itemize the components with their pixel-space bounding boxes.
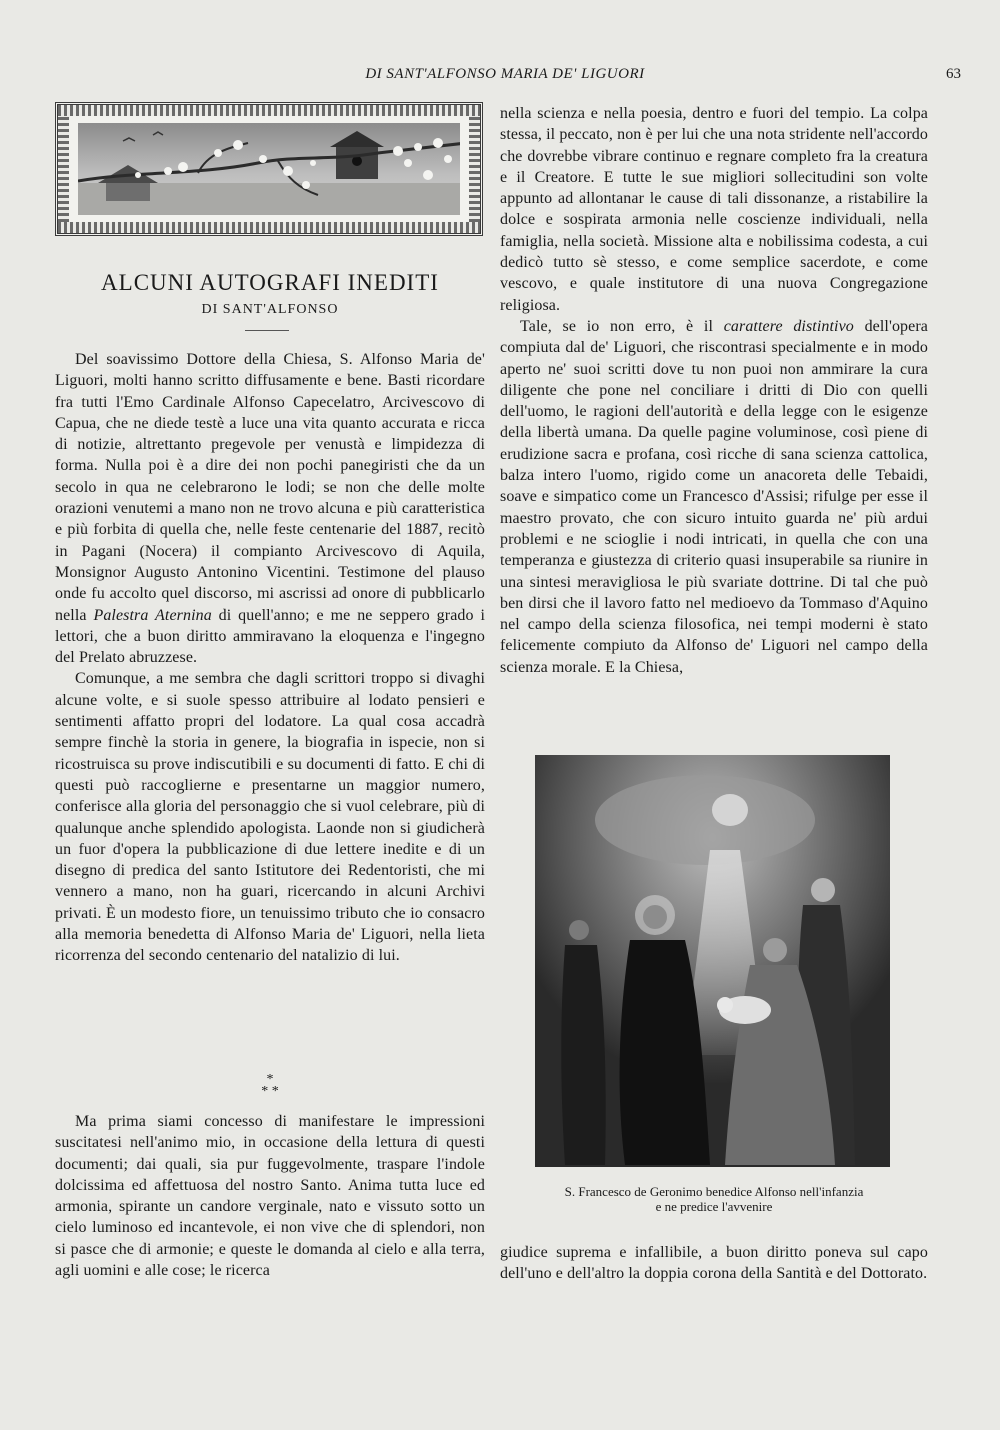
running-head: DI SANT'ALFONSO MARIA DE' LIGUORI: [365, 66, 645, 82]
caption-line: S. Francesco de Geronimo benedice Alfonso nell'infanzia: [564, 1184, 864, 1199]
paragraph: Ma prima siami concesso di manifestare le impressioni suscitatesi nell'animo mio, in occasione della lettura di questi documenti; dai quali, sia pur fuggevolmente, traspare l'indole dolcissima ed affettuosa del nostro Santo. Anima tutta luce ed armonia, spirante un candore verginale, nato e vissuto sotto un cielo luminoso ed incantevole, ei non vive che di splendori, non si pasce che di armonie; e queste le domanda al cielo e alla terra, agli uomini e alle cose; le ricerca: [55, 1113, 485, 1280]
italic-phrase: carattere distintivo: [723, 317, 854, 335]
banner-ornament-border: [58, 116, 69, 222]
blossom-branch-illustration: [78, 123, 460, 215]
left-column-text: [55, 349, 485, 967]
engraving-plate: [535, 755, 890, 1167]
left-column-text-continued: [55, 1111, 485, 1281]
asterism-bottom: * *: [261, 1084, 279, 1099]
asterism: [55, 1074, 485, 1098]
paragraph: nella scienza e nella poesia, dentro e fuori del tempio. La colpa stessa, il peccato, non è per lui che una nota stridente nell'accordo che dovrebbe vibrare continuo e regnare completo fra la creatura e il Creatore. E tutte le sue migliori sollecitudini son volte appunto ad allontanar le cause di tali dissonanze, a ristabilire la dolce e sospirata armonia nelle coscienze individuali, nella famiglia, nella società. Missione alta e nobilissima codesta, a cui dedicò tutto sè stesso, e come semplice sacerdote, e come vescovo, e quale institutore di una nuova Congregazione religiosa.: [500, 105, 928, 314]
decorative-banner: [55, 102, 483, 236]
paragraph-text: di quell'anno; e me ne seppero grado i lettori, che a buon diritto ammiravano la eloquenza e l'ingegno del Prelato abruzzese.: [55, 606, 485, 667]
paragraph: [500, 316, 928, 678]
paragraph-text: Tale, se io non erro, è il: [520, 317, 724, 335]
article-title: ALCUNI AUTOGRAFI INEDITI: [101, 270, 439, 295]
right-column-text: [500, 103, 928, 678]
paragraph: [55, 349, 485, 668]
banner-ornament-border: [469, 116, 480, 222]
saint-blessing-infant-illustration: [535, 755, 890, 1167]
paragraph-text: dell'opera compiuta dal de' Liguori, che riscontrasi specialmente e in modo aperto ne' suoi scritti dove tu non puoi non ammirare la cura diligente che pone nel conciliare i dritti di Dio con quelli dell'uomo, le ragioni dell'autorità e della legge con le esigenze della libertà umana. Da quelle pagine voluminose, così piene di erudizione sacra e profana, così ricche di sana scienza cattolica, balza intero l'uomo, rigido come un anacoreta delle Tebaidi, soave e simpatico come un Francesco d'Assisi; rifulge per esse il maestro provato, che con sicuro intuito guarda ne' più ardui problemi e ne scioglie i nodi intricati, in quella che con una temperanza e giustezza di criterio quasi insuperabile sa riunire in una sintesi meravigliosa le più svariate dottrine. Di tal che può ben dirsi che il lavoro fatto nel medioevo da Tommaso d'Aquino nel campo della scienza filosofica, nei tempi moderni è stato felicemente compiuto da Alfonso de' Liguori nel campo della scienza morale. E la Chiesa,: [500, 317, 928, 676]
paragraph-text: Del soavissimo Dottore della Chiesa, S. Alfonso Maria de' Liguori, molti hanno scritto diffusamente e bene. Basti ricordare fra tutti l'Emo Cardinale Alfonso Capecelatro, Arcivescovo di Capua, che ne diede testè a luce una vita quanto accurata e ricca di notizie, altrettanto pregevole per venustà e limpidezza di forma. Nulla poi è a dire dei non pochi panegiristi che da un secolo in qua ne celebrarono le lodi; se non che delle molte orazioni venutemi a mano non ne trovo alcuna e più caratteristica e più forbita di quella che, nelle feste centenarie del 1887, recitò in Pagani (Nocera) il compianto Arcivescovo di Aquila, Monsignor Augusto Antonino Vicentini. Testimone del plauso onde fu accolto quel discorso, mi ascrissi ad onore di pubblicarlo nella: [55, 351, 485, 624]
page-number: 63: [946, 66, 961, 82]
paragraph: Comunque, a me sembra che dagli scrittori troppo si divaghi alcune volte, e si suole spesso attribuire al lodato pensieri e sentimenti affatto propri del lodatore. La qual cosa accadrà sempre finchè la storia in genere, la biografia in ispecie, non si ricostruisca su prove indiscutibili e su documenti di fatto. E chi di questi può raccoglierne e presentarne un maggior numero, conferisce alla gloria del personaggio che si vuol celebrare, più di qualunque anche splendido apologista. Laonde non si giudicherà un fuor d'opera la pubblicazione di due lettere inedite e di un disegno di predica del santo Istitutore dei Redentoristi, che mi vennero a mano, non ha guari, ricercando in alcuni Archivi privati. È un modesto fiore, un tenuissimo tributo che io consacro alla memoria benedetta di Alfonso Maria de' Liguori, nella lieta ricorrenza del secondo centenario del natalizio di lui.: [55, 670, 485, 965]
title-rule: [245, 330, 289, 331]
right-column-text-continued: [500, 1242, 928, 1285]
banner-ornament-border: [58, 105, 480, 116]
article-subtitle: DI SANT'ALFONSO: [201, 302, 339, 317]
paragraph: giudice suprema e infallibile, a buon diritto poneva sul capo dell'uno e dell'altro la doppia corona della Santità e del Dottorato.: [500, 1244, 928, 1283]
plate-caption: [500, 1184, 928, 1214]
banner-illustration: [78, 123, 460, 215]
caption-line: e ne predice l'avvenire: [655, 1199, 773, 1214]
journal-name: Palestra Aternina: [93, 606, 212, 624]
banner-ornament-border: [58, 222, 480, 233]
asterism-top: *: [266, 1072, 274, 1087]
